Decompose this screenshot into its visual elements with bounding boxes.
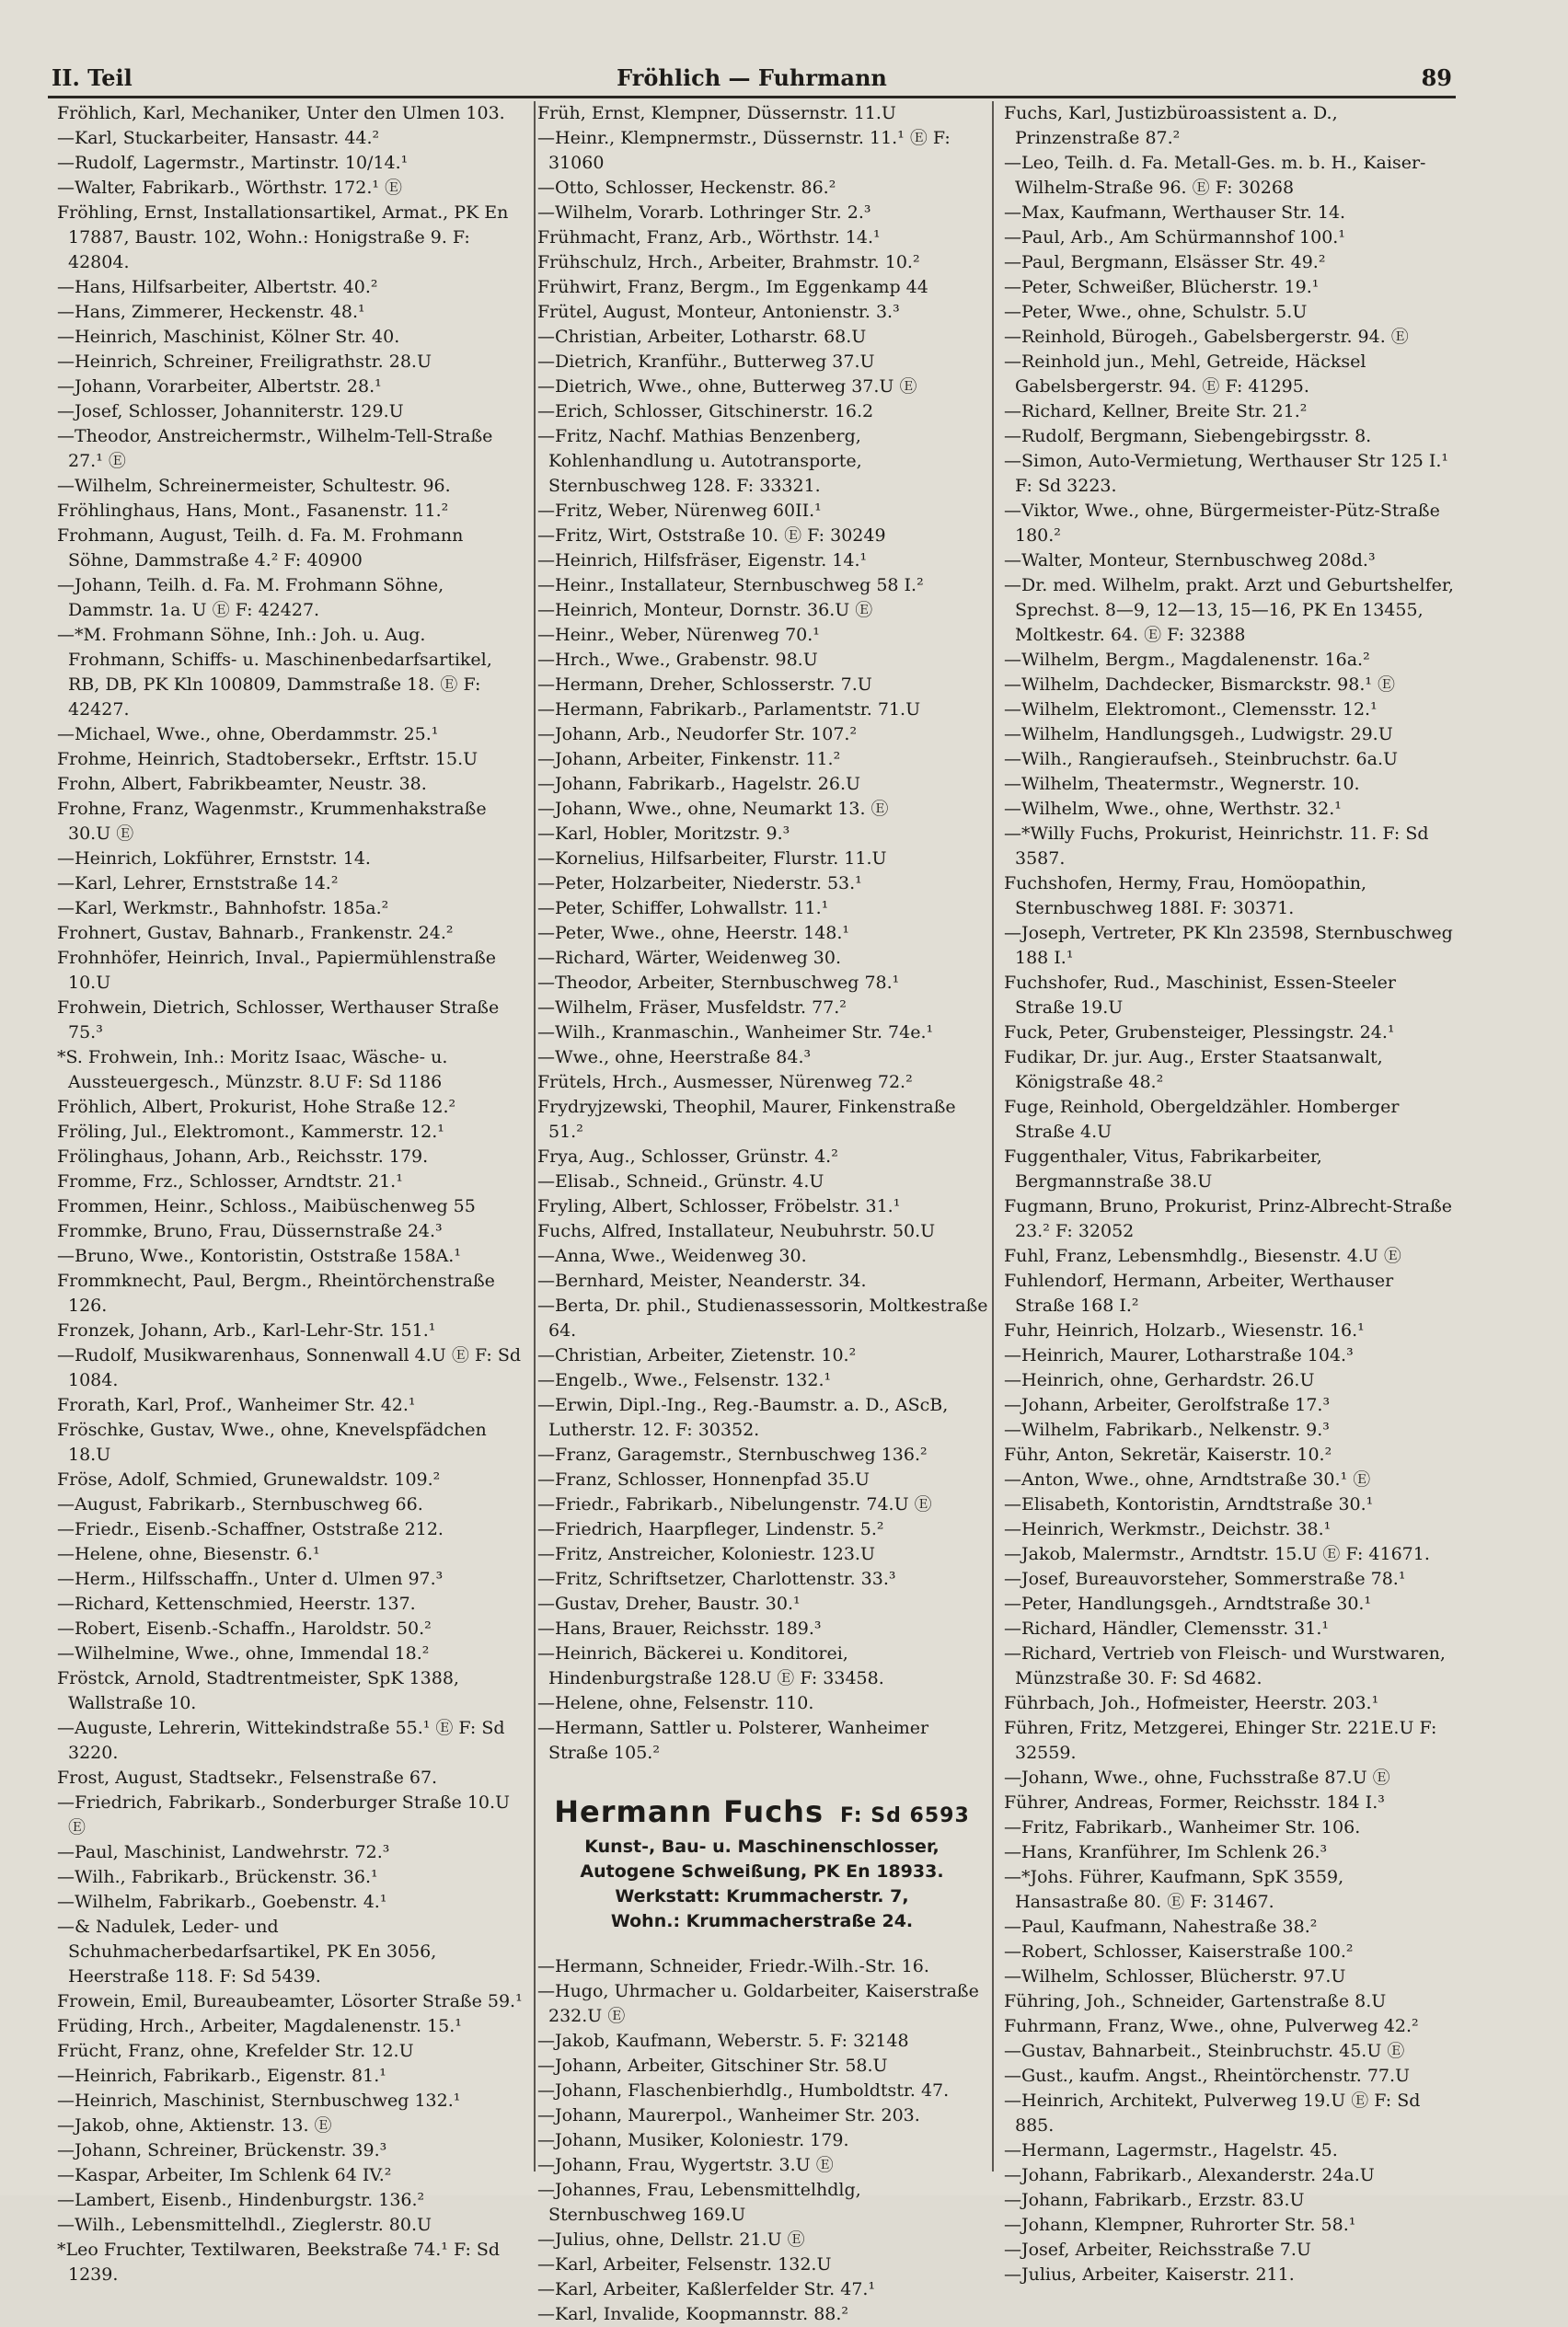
directory-entry: —Heinrich, Hilfsfräser, Eigenstr. 14.¹ xyxy=(537,550,868,570)
directory-entry: *Leo Fruchter, Textilwaren, Beekstraße 74.¹ F: Sd 1239. xyxy=(57,2240,506,2285)
directory-entry: Fugmann, Bruno, Prokurist, Prinz-Albrecht-Straße 23.² F: 32052 xyxy=(1004,1196,1458,1241)
directory-entry: —Jakob, Malermstr., Arndtstr. 15.U Ⓔ F: 41671. xyxy=(1004,1544,1430,1564)
directory-entry: —Fritz, Weber, Nürenweg 60II.¹ xyxy=(537,501,822,521)
advert-line: Autogene Schweißung, PK En 18933. xyxy=(580,1861,944,1882)
directory-entry: —Karl, Arbeiter, Kaßlerfelder Str. 47.¹ xyxy=(537,2279,876,2299)
directory-entry: —Lambert, Eisenb., Hindenburgstr. 136.² xyxy=(57,2190,425,2210)
directory-entry: —Johann, Frau, Wygertstr. 3.U Ⓔ xyxy=(537,2155,834,2175)
directory-entry: —Josef, Arbeiter, Reichsstraße 7.U xyxy=(1004,2240,1311,2260)
directory-entry: —Leo, Teilh. d. Fa. Metall-Ges. m. b. H., Kaiser-Wilhelm-Straße 96. Ⓔ F: 30268 xyxy=(1004,153,1426,198)
directory-entry: —Kornelius, Hilfsarbeiter, Flurstr. 11.U xyxy=(537,848,887,869)
directory-entry: —Johann, Klempner, Ruhrorter Str. 58.¹ xyxy=(1004,2215,1356,2235)
directory-entry: —Anna, Wwe., Weidenweg 30. xyxy=(537,1246,807,1266)
directory-entry: —Karl, Werkmstr., Bahnhofstr. 185a.² xyxy=(57,898,389,918)
directory-entry: —Johann, Wwe., ohne, Neumarkt 13. Ⓔ xyxy=(537,799,889,819)
directory-entry: —Heinrich, ohne, Gerhardstr. 26.U xyxy=(1004,1370,1315,1390)
directory-entry: —Peter, Schweißer, Blücherstr. 19.¹ xyxy=(1004,277,1320,297)
directory-entry: Fuhl, Franz, Lebensmhdlg., Biesenstr. 4.U Ⓔ xyxy=(1004,1246,1401,1266)
directory-entry: —Herm., Hilfsschaffn., Unter d. Ulmen 97.³ xyxy=(57,1569,444,1589)
directory-entry: —Heinrich, Schreiner, Freiligrathstr. 28.U xyxy=(57,351,432,372)
directory-entry: —Heinrich, Bäckerei u. Konditorei, Hindenburgstraße 128.U Ⓔ F: 33458. xyxy=(537,1643,884,1688)
directory-entry: —Johann, Schreiner, Brückenstr. 39.³ xyxy=(57,2140,387,2160)
directory-entry: —& Nadulek, Leder- und Schuhmacherbedarfsartikel, PK En 3056, Heerstraße 118. F: Sd 5439. xyxy=(57,1917,443,1987)
directory-entry: Fröschke, Gustav, Wwe., ohne, Knevelspfädchen 18.U xyxy=(57,1420,492,1465)
directory-entry: —Wilhelm, Vorarb. Lothringer Str. 2.³ xyxy=(537,202,871,223)
directory-entry: Frydryjzewski, Theophil, Maurer, Finkenstraße 51.² xyxy=(537,1097,962,1142)
directory-entry: —Johann, Vorarbeiter, Albertstr. 28.¹ xyxy=(57,376,382,397)
directory-entry: Fröhlich, Albert, Prokurist, Hohe Straße 12.² xyxy=(57,1097,456,1117)
directory-entry: —Kaspar, Arbeiter, Im Schlenk 64 IV.² xyxy=(57,2165,392,2185)
page-number: 89 xyxy=(1421,64,1452,91)
directory-entry: Frommknecht, Paul, Bergm., Rheintörchenstraße 126. xyxy=(57,1271,501,1316)
directory-entry: —Hans, Hilfsarbeiter, Albertstr. 40.² xyxy=(57,277,378,297)
directory-entry: —Julius, ohne, Dellstr. 21.U Ⓔ xyxy=(537,2229,805,2250)
directory-entry: —Viktor, Wwe., ohne, Bürgermeister-Pütz-Straße 180.² xyxy=(1004,501,1446,546)
page-header xyxy=(48,59,1456,98)
directory-entry: —Karl, Lehrer, Ernststraße 14.² xyxy=(57,873,339,893)
directory-entry: —Fritz, Schriftsetzer, Charlottenstr. 33.³ xyxy=(537,1569,896,1589)
directory-entry: —Heinrich, Lokführer, Ernststr. 14. xyxy=(57,848,371,869)
directory-entry: —Fritz, Wirt, Oststraße 10. Ⓔ F: 30249 xyxy=(537,525,886,546)
directory-entry: Frücht, Franz, ohne, Krefelder Str. 12.U xyxy=(57,2041,414,2061)
directory-entry: —Heinrich, Architekt, Pulverweg 19.U Ⓔ F: Sd 885. xyxy=(1004,2091,1426,2136)
directory-entry: —Wilhelm, Bergm., Magdalenenstr. 16a.² xyxy=(1004,650,1370,670)
directory-entry: —*Willy Fuchs, Prokurist, Heinrichstr. 11. F: Sd 3587. xyxy=(1004,824,1435,869)
advertisement xyxy=(532,1793,992,1934)
directory-entry: —Karl, Invalide, Koopmannstr. 88.² xyxy=(537,2304,849,2324)
directory-entry: *S. Frohwein, Inh.: Moritz Isaac, Wäsche- u. Aussteuergesch., Münzstr. 8.U F: Sd 1186 xyxy=(57,1047,454,1092)
directory-entry: Fröling, Jul., Elektromont., Kammerstr. 12.¹ xyxy=(57,1122,444,1142)
directory-entry: —Franz, Schlosser, Honnenpfad 35.U xyxy=(537,1469,870,1490)
directory-entry: —Friedrich, Haarpfleger, Lindenstr. 5.² xyxy=(537,1519,884,1539)
directory-entry: —Rudolf, Lagermstr., Martinstr. 10/14.¹ xyxy=(57,153,409,173)
directory-entry: Frya, Aug., Schlosser, Grünstr. 4.² xyxy=(537,1146,838,1167)
directory-entry: —Wilh., Rangieraufseh., Steinbruchstr. 6a.U xyxy=(1004,749,1399,769)
directory-entry: —Otto, Schlosser, Heckenstr. 86.² xyxy=(537,178,836,198)
advert-line: Kunst-, Bau- u. Maschinenschlosser, xyxy=(584,1837,940,1857)
directory-entry: —Richard, Wärter, Weidenweg 30. xyxy=(537,948,842,968)
directory-entry: —Johannes, Frau, Lebensmittelhdlg, Sternbuschweg 169.U xyxy=(537,2180,867,2225)
directory-entry: —Max, Kaufmann, Werthauser Str. 14. xyxy=(1004,202,1346,223)
directory-entry: —Fritz, Nachf. Mathias Benzenberg, Kohlenhandlung u. Autotransporte, Sternbuschweg 128. F: 33321. xyxy=(537,426,868,496)
directory-entry: —Wilhelm, Theatermstr., Wegnerstr. 10. xyxy=(1004,774,1360,794)
directory-entry: —Paul, Maschinist, Landwehrstr. 72.³ xyxy=(57,1842,390,1862)
directory-entry: Fuchs, Karl, Justizbüroassistent a. D., Prinzenstraße 87.² xyxy=(1004,103,1343,148)
directory-entry: —Simon, Auto-Vermietung, Werthauser Str 125 I.¹ F: Sd 3223. xyxy=(1004,451,1455,496)
directory-entry: —Peter, Holzarbeiter, Niederstr. 53.¹ xyxy=(537,873,862,893)
directory-entry: —Christian, Arbeiter, Zietenstr. 10.² xyxy=(537,1345,857,1365)
directory-entry: —Berta, Dr. phil., Studienassessorin, Moltkestraße 64. xyxy=(537,1296,994,1341)
directory-entry: —Hermann, Fabrikarb., Parlamentstr. 71.U xyxy=(537,699,921,720)
directory-entry: —Helene, ohne, Biesenstr. 6.¹ xyxy=(57,1544,320,1564)
directory-entry: —Wilhelm, Schlosser, Blücherstr. 97.U xyxy=(1004,1966,1346,1987)
directory-entry: Frohmann, August, Teilh. d. Fa. M. Frohmann Söhne, Dammstraße 4.² F: 40900 xyxy=(57,525,469,570)
directory-entry: —Gust., kaufm. Angst., Rheintörchenstr. 77.U xyxy=(1004,2066,1411,2086)
directory-entry: —Reinhold, Bürogeh., Gabelsbergerstr. 94. Ⓔ xyxy=(1004,327,1409,347)
directory-entry: Frohnhöfer, Heinrich, Inval., Papiermühlenstraße 10.U xyxy=(57,948,502,993)
directory-entry: —Heinr., Installateur, Sternbuschweg 58 I.² xyxy=(537,575,924,595)
directory-entry: Fröhling, Ernst, Installationsartikel, Armat., PK En 17887, Baustr. 102, Wohn.: Honigstraße 9. F: 42804. xyxy=(57,202,514,272)
directory-entry: —Heinr., Weber, Nürenweg 70.¹ xyxy=(537,625,820,645)
directory-entry: —Paul, Arb., Am Schürmannshof 100.¹ xyxy=(1004,227,1345,248)
directory-entry: Fröse, Adolf, Schmied, Grunewaldstr. 109.² xyxy=(57,1469,441,1490)
directory-entry: Fuchshofer, Rud., Maschinist, Essen-Steeler Straße 19.U xyxy=(1004,973,1402,1018)
directory-entry: Fryling, Albert, Schlosser, Fröbelstr. 31.¹ xyxy=(537,1196,901,1216)
column-2 xyxy=(523,101,997,2324)
directory-entry: —Heinrich, Werkmstr., Deichstr. 38.¹ xyxy=(1004,1519,1332,1539)
directory-entry: —Richard, Händler, Clemensstr. 31.¹ xyxy=(1004,1619,1330,1639)
directory-entry: —Hugo, Uhrmacher u. Goldarbeiter, Kaiserstraße 232.U Ⓔ xyxy=(537,1981,985,2026)
directory-entry: —Karl, Arbeiter, Felsenstr. 132.U xyxy=(537,2254,832,2275)
advert-line: Wohn.: Krummacherstraße 24. xyxy=(610,1911,914,1931)
directory-entry: —Johann, Arbeiter, Finkenstr. 11.² xyxy=(537,749,841,769)
directory-entry: —Theodor, Anstreichermstr., Wilhelm-Tell-Straße 27.¹ Ⓔ xyxy=(57,426,499,471)
directory-entry: —*M. Frohmann Söhne, Inh.: Joh. u. Aug. Frohmann, Schiffs- u. Maschinenbedarfsartikel, RB, DB, PK Kln 100809, Dammstraße 18. Ⓔ F: 42427. xyxy=(57,625,498,720)
directory-entry: Fröhlich, Karl, Mechaniker, Unter den Ulmen 103. xyxy=(57,103,505,123)
directory-entry: —Robert, Schlosser, Kaiserstraße 100.² xyxy=(1004,1941,1354,1962)
directory-entry: —Wilhelm, Fabrikarb., Nelkenstr. 9.³ xyxy=(1004,1420,1330,1440)
directory-entry: —Gustav, Dreher, Baustr. 30.¹ xyxy=(537,1594,801,1614)
directory-entry: —August, Fabrikarb., Sternbuschweg 66. xyxy=(57,1494,423,1515)
directory-entry: —Friedr., Fabrikarb., Nibelungenstr. 74.U Ⓔ xyxy=(537,1494,932,1515)
directory-entry: —Helene, ohne, Felsenstr. 110. xyxy=(537,1693,814,1713)
directory-entry: —Elisabeth, Kontoristin, Arndtstraße 30.¹ xyxy=(1004,1494,1374,1515)
directory-entry: —Engelb., Wwe., Felsenstr. 132.¹ xyxy=(537,1370,832,1390)
directory-entry: —Wilh., Lebensmittelhdl., Zieglerstr. 80.U xyxy=(57,2215,432,2235)
directory-entry: Fuchs, Alfred, Installateur, Neubuhrstr. 50.U xyxy=(537,1221,936,1241)
directory-entry: —Erwin, Dipl.-Ing., Reg.-Baumstr. a. D., AScB, Lutherstr. 12. F: 30352. xyxy=(537,1395,954,1440)
directory-entry: —Friedr., Eisenb.-Schaffner, Oststraße 212. xyxy=(57,1519,444,1539)
directory-entry: —Johann, Wwe., ohne, Fuchsstraße 87.U Ⓔ xyxy=(1004,1768,1390,1788)
directory-entry: —Hans, Kranführer, Im Schlenk 26.³ xyxy=(1004,1842,1328,1862)
advert-phone: F: Sd 6593 xyxy=(839,1804,970,1827)
directory-entry: Frohn, Albert, Fabrikbeamter, Neustr. 38. xyxy=(57,774,427,794)
section-label: II. Teil xyxy=(52,64,133,91)
directory-entry: Führer, Andreas, Former, Reichsstr. 184 I.³ xyxy=(1004,1792,1385,1813)
directory-entry: Fudikar, Dr. jur. Aug., Erster Staatsanwalt, Königstraße 48.² xyxy=(1004,1047,1389,1092)
directory-entry: —Reinhold jun., Mehl, Getreide, Häcksel Gabelsbergerstr. 94. Ⓔ F: 41295. xyxy=(1004,351,1372,397)
directory-entry: —Julius, Arbeiter, Kaiserstr. 211. xyxy=(1004,2264,1295,2285)
directory-entry: Fuck, Peter, Grubensteiger, Plessingstr. 24.¹ xyxy=(1004,1022,1395,1043)
directory-entry: Frommen, Heinr., Schloss., Maibüschenweg 55 xyxy=(57,1196,476,1216)
directory-entry: Fromme, Frz., Schlosser, Arndtstr. 21.¹ xyxy=(57,1171,403,1192)
column-1 xyxy=(52,101,527,2285)
directory-entry: —Dr. med. Wilhelm, prakt. Arzt und Geburtshelfer, Sprechst. 8—9, 12—13, 15—16, PK En 13455, Moltkestr. 64. Ⓔ F: 32388 xyxy=(1004,575,1459,645)
directory-entry: —Hrch., Wwe., Grabenstr. 98.U xyxy=(537,650,818,670)
directory-entry: —Wilh., Fabrikarb., Brückenstr. 36.¹ xyxy=(57,1867,378,1887)
directory-entry: —Jakob, ohne, Aktienstr. 13. Ⓔ xyxy=(57,2115,332,2136)
directory-entry: Frorath, Karl, Prof., Wanheimer Str. 42.¹ xyxy=(57,1395,416,1415)
directory-entry: Fuhlendorf, Hermann, Arbeiter, Werthauser Straße 168 I.² xyxy=(1004,1271,1400,1316)
directory-entry: —Dietrich, Wwe., ohne, Butterweg 37.U Ⓔ xyxy=(537,376,917,397)
directory-entry: Frühwirt, Franz, Bergm., Im Eggenkamp 44 xyxy=(537,277,928,297)
directory-entry: Fuge, Reinhold, Obergeldzähler. Homberger Straße 4.U xyxy=(1004,1097,1405,1142)
directory-entry: —Johann, Fabrikarb., Hagelstr. 26.U xyxy=(537,774,860,794)
advert-name: Hermann Fuchs xyxy=(554,1794,824,1829)
directory-entry: —Heinrich, Maschinist, Sternbuschweg 132.¹ xyxy=(57,2091,461,2111)
directory-entry: —Richard, Vertrieb von Fleisch- und Wurstwaren, Münzstraße 30. F: Sd 4682. xyxy=(1004,1643,1451,1688)
directory-entry: —Johann, Maurerpol., Wanheimer Str. 203. xyxy=(537,2105,920,2125)
directory-entry: —Peter, Handlungsgeh., Arndtstraße 30.¹ xyxy=(1004,1594,1372,1614)
directory-entry: Führing, Joh., Schneider, Gartenstraße 8.U xyxy=(1004,1991,1387,2011)
directory-entry: —Heinr., Klempnermstr., Düssernstr. 11.¹ Ⓔ F: 31060 xyxy=(537,128,956,173)
directory-entry: —Johann, Arb., Neudorfer Str. 107.² xyxy=(537,724,858,744)
directory-entry: —Wilhelm, Handlungsgeh., Ludwigstr. 29.U xyxy=(1004,724,1393,744)
directory-entry: —Erich, Schlosser, Gitschinerstr. 16.2 xyxy=(537,401,874,421)
directory-entry: —Michael, Wwe., ohne, Oberdammstr. 25.¹ xyxy=(57,724,439,744)
directory-entry: —Anton, Wwe., ohne, Arndtstraße 30.¹ Ⓔ xyxy=(1004,1469,1371,1490)
directory-entry: —Heinrich, Monteur, Dornstr. 36.U Ⓔ xyxy=(537,600,873,620)
directory-entry: —Elisab., Schneid., Grünstr. 4.U xyxy=(537,1171,824,1192)
directory-entry: Frommke, Bruno, Frau, Düssernstraße 24.³ xyxy=(57,1221,443,1241)
directory-entry: Frütels, Hrch., Ausmesser, Nürenweg 72.² xyxy=(537,1072,913,1092)
directory-entry: —Peter, Wwe., ohne, Schulstr. 5.U xyxy=(1004,302,1308,322)
directory-entry: —Jakob, Kaufmann, Weberstr. 5. F: 32148 xyxy=(537,2031,909,2051)
directory-entry: Führbach, Joh., Hofmeister, Heerstr. 203.¹ xyxy=(1004,1693,1379,1713)
directory-entry: Frohwein, Dietrich, Schlosser, Werthauser Straße 75.³ xyxy=(57,997,505,1043)
directory-entry: —Wilhelmine, Wwe., ohne, Immendal 18.² xyxy=(57,1643,430,1664)
advert-line: Werkstatt: Krummacherstr. 7, xyxy=(615,1886,909,1907)
directory-entry: Fröhlinghaus, Hans, Mont., Fasanenstr. 11.² xyxy=(57,501,449,521)
directory-entry: —Walter, Fabrikarb., Wörthstr. 172.¹ Ⓔ xyxy=(57,178,403,198)
directory-entry: Frütel, August, Monteur, Antonienstr. 3.³ xyxy=(537,302,900,322)
directory-entry: —Johann, Musiker, Koloniestr. 179. xyxy=(537,2130,849,2150)
directory-entry: —Heinrich, Maschinist, Kölner Str. 40. xyxy=(57,327,400,347)
directory-entry: —Robert, Eisenb.-Schaffn., Haroldstr. 50.² xyxy=(57,1619,432,1639)
directory-entry: —Dietrich, Kranführ., Butterweg 37.U xyxy=(537,351,875,372)
directory-entry: —Fritz, Anstreicher, Koloniestr. 123.U xyxy=(537,1544,875,1564)
directory-entry: —Johann, Fabrikarb., Alexanderstr. 24a.U xyxy=(1004,2165,1375,2185)
directory-entry: —Wilhelm, Fabrikarb., Goebenstr. 4.¹ xyxy=(57,1892,387,1912)
directory-entry: —Hermann, Sattler u. Polsterer, Wanheimer Straße 105.² xyxy=(537,1718,935,1763)
directory-entry: —Paul, Bergmann, Elsässer Str. 49.² xyxy=(1004,252,1326,272)
directory-entry: Fröstck, Arnold, Stadtrentmeister, SpK 1388, Wallstraße 10. xyxy=(57,1668,465,1713)
directory-entry: —Joseph, Vertreter, PK Kln 23598, Sternbuschweg 188 I.¹ xyxy=(1004,923,1458,968)
directory-entry: —Peter, Wwe., ohne, Heerstr. 148.¹ xyxy=(537,923,850,943)
directory-entry: Führ, Anton, Sekretär, Kaiserstr. 10.² xyxy=(1004,1445,1332,1465)
directory-entry: —Peter, Schiffer, Lohwallstr. 11.¹ xyxy=(537,898,829,918)
directory-entry: Führen, Fritz, Metzgerei, Ehinger Str. 221E.U F: 32559. xyxy=(1004,1718,1443,1763)
directory-entry: —Paul, Kaufmann, Nahestraße 38.² xyxy=(1004,1917,1318,1937)
directory-entry: Fuhr, Heinrich, Holzarb., Wiesenstr. 16.¹ xyxy=(1004,1320,1365,1341)
directory-entry: Frohne, Franz, Wagenmstr., Krummenhakstraße 30.U Ⓔ xyxy=(57,799,492,844)
directory-entry: —Richard, Kellner, Breite Str. 21.² xyxy=(1004,401,1308,421)
directory-entry: —Richard, Kettenschmied, Heerstr. 137. xyxy=(57,1594,416,1614)
directory-entry: —Johann, Arbeiter, Gitschiner Str. 58.U xyxy=(537,2056,888,2076)
directory-entry: —Franz, Garagemstr., Sternbuschweg 136.² xyxy=(537,1445,928,1465)
directory-entry: —Fritz, Fabrikarb., Wanheimer Str. 106. xyxy=(1004,1817,1361,1837)
directory-entry: —Hermann, Schneider, Friedr.-Wilh.-Str. 16. xyxy=(537,1956,929,1976)
directory-entry: Frost, August, Stadtsekr., Felsenstraße 67. xyxy=(57,1768,438,1788)
directory-entry: —Bernhard, Meister, Neanderstr. 34. xyxy=(537,1271,867,1291)
directory-entry: Früh, Ernst, Klempner, Düssernstr. 11.U xyxy=(537,103,896,123)
directory-entry: Fronzek, Johann, Arb., Karl-Lehr-Str. 151.¹ xyxy=(57,1320,436,1341)
directory-entry: —Theodor, Arbeiter, Sternbuschweg 78.¹ xyxy=(537,973,900,993)
directory-entry: —Wilhelm, Schreinermeister, Schultestr. 96. xyxy=(57,476,451,496)
directory-entry: —Karl, Stuckarbeiter, Hansastr. 44.² xyxy=(57,128,380,148)
directory-entry: —Hans, Zimmerer, Heckenstr. 48.¹ xyxy=(57,302,365,322)
directory-entry: —Wilh., Kranmaschin., Wanheimer Str. 74e.¹ xyxy=(537,1022,934,1043)
directory-entry: —Christian, Arbeiter, Lotharstr. 68.U xyxy=(537,327,867,347)
directory-entry: —Heinrich, Fabrikarb., Eigenstr. 81.¹ xyxy=(57,2066,386,2086)
directory-entry: —Johann, Flaschenbierhdlg., Humboldtstr. 47. xyxy=(537,2080,950,2101)
column-3 xyxy=(989,101,1463,2285)
directory-entry: —Karl, Hobler, Moritzstr. 9.³ xyxy=(537,824,790,844)
directory-entry: —Hans, Brauer, Reichsstr. 189.³ xyxy=(537,1619,822,1639)
directory-entry: —*Johs. Führer, Kaufmann, SpK 3559, Hansastraße 80. Ⓔ F: 31467. xyxy=(1004,1867,1350,1912)
directory-entry: —Hermann, Dreher, Schlosserstr. 7.U xyxy=(537,674,872,695)
directory-entry: —Bruno, Wwe., Kontoristin, Oststraße 158A.¹ xyxy=(57,1246,461,1266)
directory-entry: —Wwe., ohne, Heerstraße 84.³ xyxy=(537,1047,812,1067)
directory-entry: —Rudolf, Musikwarenhaus, Sonnenwall 4.U Ⓔ F: Sd 1084. xyxy=(57,1345,527,1390)
directory-entry: —Heinrich, Maurer, Lotharstraße 104.³ xyxy=(1004,1345,1354,1365)
directory-entry: Fuggenthaler, Vitus, Fabrikarbeiter, Bergmannstraße 38.U xyxy=(1004,1146,1328,1192)
directory-entry: Frühmacht, Franz, Arb., Wörthstr. 14.¹ xyxy=(537,227,881,248)
directory-entry: —Gustav, Bahnarbeit., Steinbruchstr. 45.U Ⓔ xyxy=(1004,2041,1405,2061)
directory-entry: —Johann, Fabrikarb., Erzstr. 83.U xyxy=(1004,2190,1305,2210)
directory-entry: Frölinghaus, Johann, Arb., Reichsstr. 179. xyxy=(57,1146,429,1167)
directory-entry: —Josef, Schlosser, Johanniterstr. 129.U xyxy=(57,401,404,421)
directory-entry: —Wilhelm, Dachdecker, Bismarckstr. 98.¹ Ⓔ xyxy=(1004,674,1396,695)
directory-entry: —Josef, Bureauvorsteher, Sommerstraße 78.¹ xyxy=(1004,1569,1406,1589)
directory-entry: —Wilhelm, Wwe., ohne, Werthstr. 32.¹ xyxy=(1004,799,1342,819)
directory-entry: —Walter, Monteur, Sternbuschweg 208d.³ xyxy=(1004,550,1376,570)
directory-entry: —Rudolf, Bergmann, Siebengebirgsstr. 8. xyxy=(1004,426,1372,446)
page-title: Fröhlich — Fuhrmann xyxy=(617,64,887,91)
directory-entry: Fuhrmann, Franz, Wwe., ohne, Pulverweg 42.² xyxy=(1004,2016,1419,2036)
directory-entry: —Johann, Teilh. d. Fa. M. Frohmann Söhne, Dammstr. 1a. U Ⓔ F: 42427. xyxy=(57,575,450,620)
directory-entry: —Wilhelm, Fräser, Musfeldstr. 77.² xyxy=(537,997,847,1018)
directory-entry: —Auguste, Lehrerin, Wittekindstraße 55.¹ Ⓔ F: Sd 3220. xyxy=(57,1718,511,1763)
directory-entry: Frohme, Heinrich, Stadtobersekr., Erftstr. 15.U xyxy=(57,749,478,769)
directory-entry: Frühschulz, Hrch., Arbeiter, Brahmstr. 10.² xyxy=(537,252,920,272)
directory-entry: Frowein, Emil, Bureaubeamter, Lösorter Straße 59.¹ xyxy=(57,1991,523,2011)
directory-entry: —Wilhelm, Elektromont., Clemensstr. 12.¹ xyxy=(1004,699,1378,720)
directory-entry: Fuchshofen, Hermy, Frau, Homöopathin, Sternbuschweg 188I. F: 30371. xyxy=(1004,873,1373,918)
directory-entry: Frohnert, Gustav, Bahnarb., Frankenstr. 24.² xyxy=(57,923,454,943)
directory-entry: Früding, Hrch., Arbeiter, Magdalenenstr. 15.¹ xyxy=(57,2016,462,2036)
directory-entry: —Johann, Arbeiter, Gerolfstraße 17.³ xyxy=(1004,1395,1331,1415)
directory-entry: —Friedrich, Fabrikarb., Sonderburger Straße 10.U Ⓔ xyxy=(57,1792,516,1837)
directory-entry: —Hermann, Lagermstr., Hagelstr. 45. xyxy=(1004,2140,1338,2160)
